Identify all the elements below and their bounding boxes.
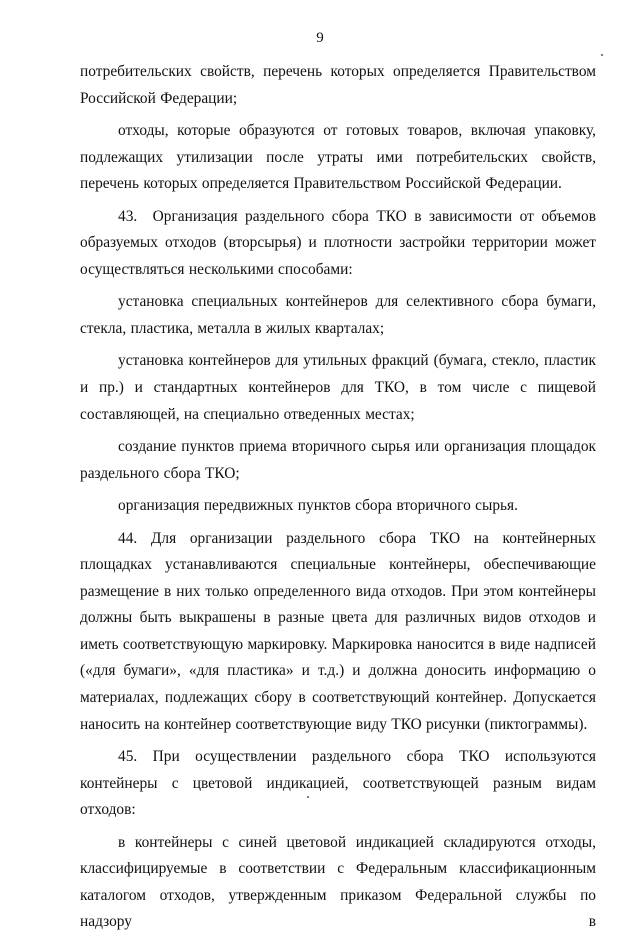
- scan-speck: [601, 54, 603, 56]
- list-item-selective-containers: установка специальных контейнеров для селективного сбора бумаги, стекла, пластика, металла в жилых кварталах;: [80, 293, 596, 337]
- list-item-mobile-points: организация передвижных пунктов сбора вторичного сырья.: [118, 497, 518, 515]
- paragraph-continuation: потребительских свойств, перечень которых определяется Правительством Российской Федерации;: [80, 63, 596, 107]
- list-item-reception-points: создание пунктов приема вторичного сырья или организация площадок раздельного сбора ТКО;: [80, 438, 596, 482]
- scan-speck: [307, 796, 309, 798]
- paragraph-blue-containers: в контейнеры с синей цветовой индикацией складируются отходы, классифицируемые в соответствии с Федеральным классификационным каталогом отходов, утвержденным приказом Федеральной службы по надзору в: [80, 833, 596, 931]
- paragraph-waste-packaging: отходы, которые образуются от готовых товаров, включая упаковку, подлежащих утилизации после утраты ими потребительских свойств, перечень которых определяется Правительством Российской Федерации.: [80, 122, 596, 193]
- document-body: [80, 59, 596, 936]
- paragraph-43-separate-collection: 43. Организация раздельного сбора ТКО в зависимости от объемов образуемых отходов (вторсырья) и плотности застройки территории может осуществляться несколькими способами:: [80, 207, 596, 278]
- page-number: 9: [316, 30, 324, 46]
- paragraph-45-color-indication: 45. При осуществлении раздельного сбора ТКО используются контейнеры с цветовой индикацией, соответствующей разным видам отходов:: [80, 748, 596, 819]
- list-item-utility-fraction-containers: установка контейнеров для утильных фракций (бумага, стекло, пластик и пр.) и стандартных контейнеров для ТКО, в том числе с пищевой составляющей, на специально отведенных местах;: [80, 352, 596, 423]
- paragraph-44-container-marking: 44. Для организации раздельного сбора ТКО на контейнерных площадках устанавливаются специальные контейнеры, обеспечивающие размещение в них только определенного вида отходов. При этом контейнеры должны быть выкрашены в разные цвета для различных видов отходов и иметь соответствующую маркировку. Маркировка наносится в виде надписей («для бумаги», «для пластика» и т.д.) и должна доносить информацию о материалах, подлежащих сбору в соответствующий контейнер. Допускается наносить на контейнер соответствующие виду ТКО рисунки (пиктограммы).: [80, 529, 596, 733]
